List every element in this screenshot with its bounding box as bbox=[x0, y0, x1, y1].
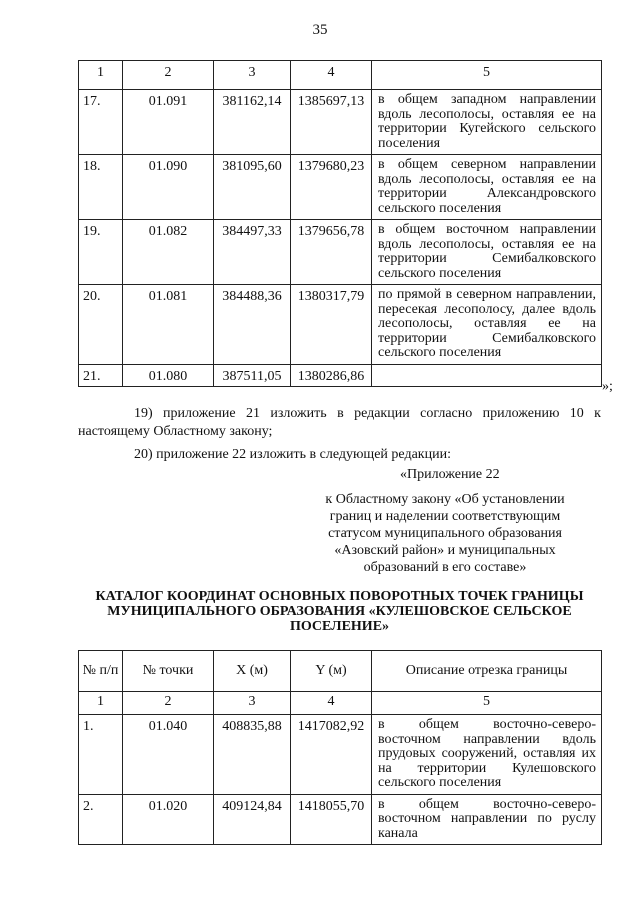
x-coord: 408835,88 bbox=[214, 715, 291, 795]
segment-description: по прямой в северном направлении, пересекая лесополосу, далее вдоль лесополосы, оставляя ее на территории Семибалковского сельского поселения bbox=[372, 285, 602, 365]
point-id: 01.080 bbox=[123, 364, 214, 386]
x-coord: 381095,60 bbox=[214, 155, 291, 220]
coordinates-catalog-table bbox=[78, 650, 602, 845]
segment-description: в общем восточно-северо-восточном направлении вдоль прудовых сооружений, оставляя их на территории Кулешовского сельского поселения bbox=[372, 715, 602, 795]
segment-description: в общем восточном направлении вдоль лесополосы, оставляя ее на территории Семибалковского сельского поселения bbox=[372, 220, 602, 285]
table-row bbox=[79, 794, 602, 845]
x-coord: 409124,84 bbox=[214, 794, 291, 845]
col-num: 4 bbox=[291, 61, 372, 90]
appendix-heading: «Приложение 22 bbox=[400, 467, 500, 482]
col-num: 3 bbox=[214, 61, 291, 90]
y-coord: 1385697,13 bbox=[291, 90, 372, 155]
point-id: 01.091 bbox=[123, 90, 214, 155]
point-id: 01.090 bbox=[123, 155, 214, 220]
y-coord: 1379656,78 bbox=[291, 220, 372, 285]
col-num: 5 bbox=[372, 692, 602, 715]
row-number: 18. bbox=[79, 155, 123, 220]
segment-description: в общем западном направлении вдоль лесополосы, оставляя ее на территории Кугейского сельского поселения bbox=[372, 90, 602, 155]
appendix-caption: к Областному закону «Об установлении границ и наделении соответствующим статусом муниципального образования «Азовский район» и муниципальных образований в его составе» bbox=[325, 492, 565, 575]
table-header-row bbox=[79, 651, 602, 692]
col-num: 5 bbox=[372, 61, 602, 90]
point-id: 01.040 bbox=[123, 715, 214, 795]
point-id: 01.082 bbox=[123, 220, 214, 285]
y-coord: 1418055,70 bbox=[291, 794, 372, 845]
table-row bbox=[79, 220, 602, 285]
y-coord: 1380317,79 bbox=[291, 285, 372, 365]
col-num: 1 bbox=[79, 692, 123, 715]
col-num: 3 bbox=[214, 692, 291, 715]
point-id: 01.020 bbox=[123, 794, 214, 845]
coordinates-table-continued bbox=[78, 60, 602, 387]
table-row bbox=[79, 90, 602, 155]
paragraph-20: 20) приложение 22 изложить в следующей редакции: bbox=[134, 447, 451, 462]
table-row bbox=[79, 364, 602, 386]
paragraph-19: 19) приложение 21 изложить в редакции согласно приложению 10 к настоящему Областному закону; bbox=[78, 406, 601, 439]
segment-description bbox=[372, 364, 602, 386]
col-num: 4 bbox=[291, 692, 372, 715]
row-number: 20. bbox=[79, 285, 123, 365]
y-coord: 1379680,23 bbox=[291, 155, 372, 220]
row-number: 19. bbox=[79, 220, 123, 285]
point-id: 01.081 bbox=[123, 285, 214, 365]
col-num: 2 bbox=[123, 692, 214, 715]
header-cell: Описание отрезка границы bbox=[372, 651, 602, 692]
x-coord: 387511,05 bbox=[214, 364, 291, 386]
row-number: 1. bbox=[79, 715, 123, 795]
catalog-title: КАТАЛОГ КООРДИНАТ ОСНОВНЫХ ПОВОРОТНЫХ ТОЧЕК ГРАНИЦЫ МУНИЦИПАЛЬНОГО ОБРАЗОВАНИЯ «КУЛЕШОВСКОЕ СЕЛЬСКОЕ ПОСЕЛЕНИЕ» bbox=[95, 589, 584, 634]
header-cell: № точки bbox=[123, 651, 214, 692]
segment-description: в общем северном направлении вдоль лесополосы, оставляя ее на территории Александровского сельского поселения bbox=[372, 155, 602, 220]
segment-description: в общем восточно-северо-восточном направлении по руслу канала bbox=[372, 794, 602, 845]
header-cell: № п/п bbox=[79, 651, 123, 692]
x-coord: 384497,33 bbox=[214, 220, 291, 285]
col-num: 2 bbox=[123, 61, 214, 90]
table-row bbox=[79, 155, 602, 220]
y-coord: 1417082,92 bbox=[291, 715, 372, 795]
closing-quote: »; bbox=[602, 379, 613, 394]
header-cell: X (м) bbox=[214, 651, 291, 692]
header-cell: Y (м) bbox=[291, 651, 372, 692]
table-row bbox=[79, 715, 602, 795]
page-number: 35 bbox=[312, 22, 328, 38]
x-coord: 384488,36 bbox=[214, 285, 291, 365]
y-coord: 1380286,86 bbox=[291, 364, 372, 386]
column-number-row bbox=[79, 692, 602, 715]
table-row bbox=[79, 285, 602, 365]
row-number: 17. bbox=[79, 90, 123, 155]
row-number: 21. bbox=[79, 364, 123, 386]
x-coord: 381162,14 bbox=[214, 90, 291, 155]
col-num: 1 bbox=[79, 61, 123, 90]
column-number-row bbox=[79, 61, 602, 90]
row-number: 2. bbox=[79, 794, 123, 845]
